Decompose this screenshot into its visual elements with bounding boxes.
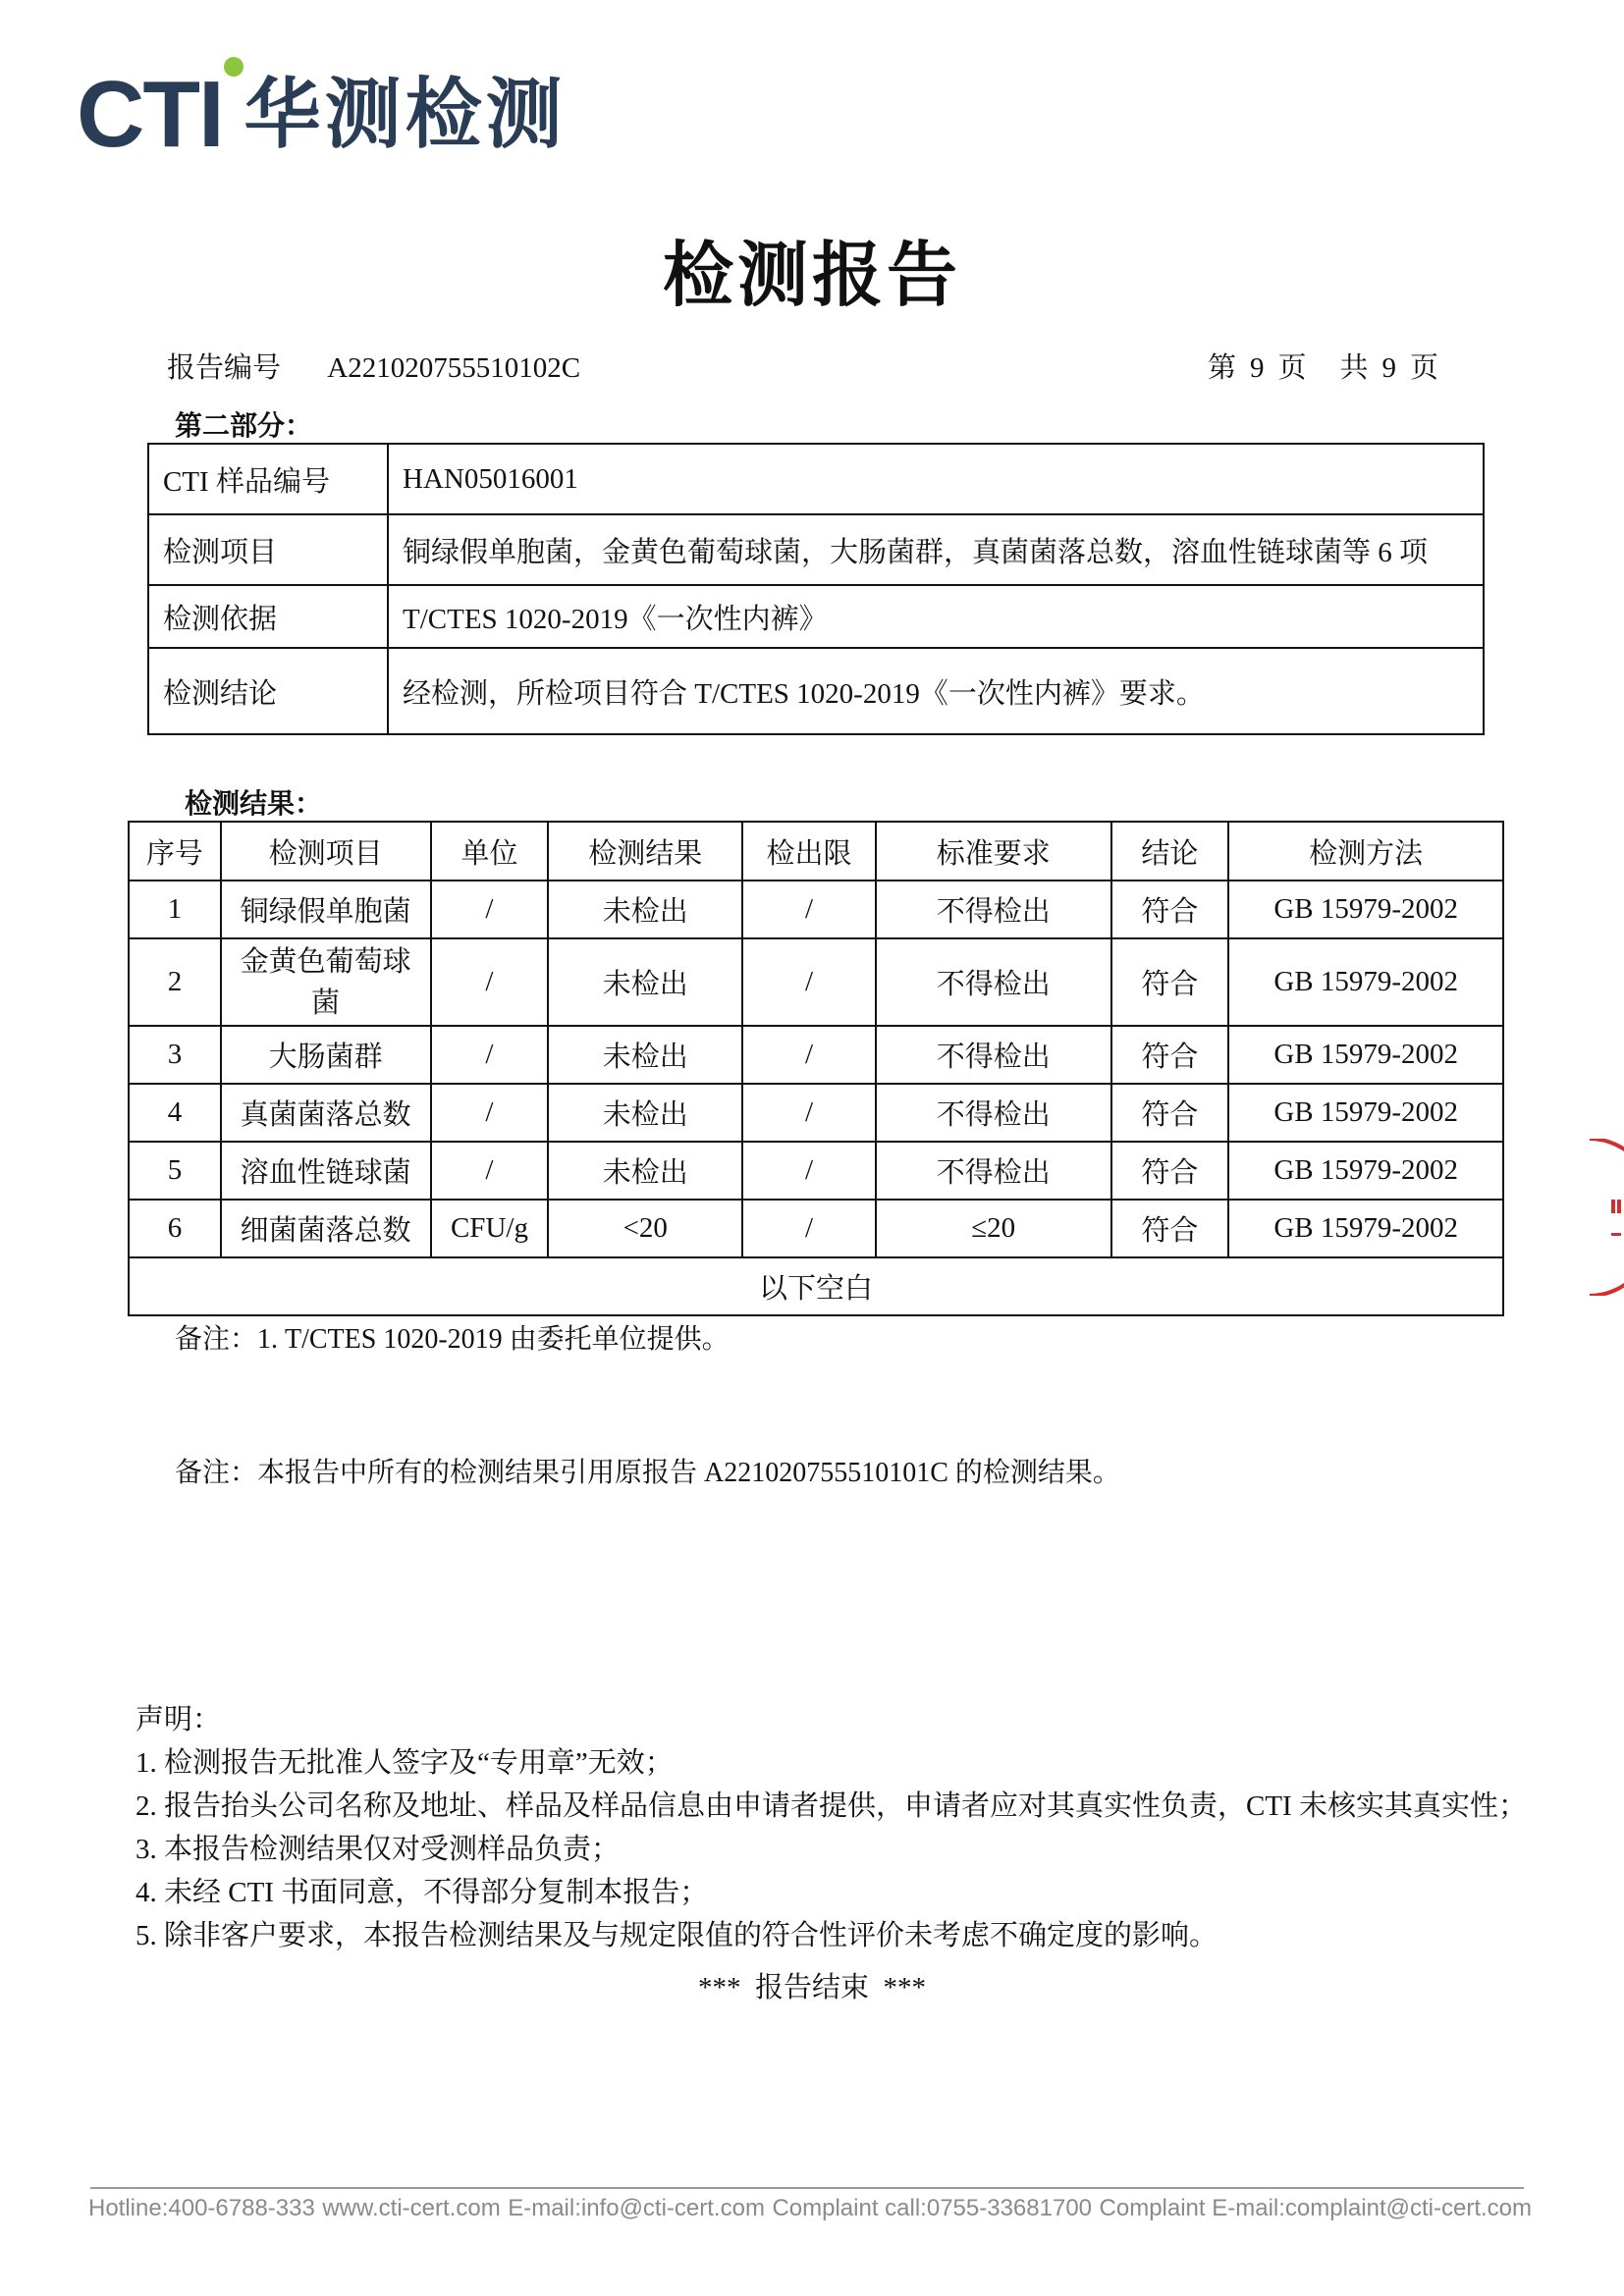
info-value: T/CTES 1020-2019《一次性内裤》 [388, 585, 1484, 648]
report-end-mark: *** 报告结束 *** [697, 1972, 926, 2003]
info-value: 铜绿假单胞菌，金黄色葡萄球菌，大肠菌群，真菌菌落总数，溶血性链球菌等 6 项 [388, 514, 1484, 585]
table-cell: 符合 [1111, 938, 1229, 1026]
page-total: 9 [1381, 352, 1397, 384]
table-cell: 溶血性链球菌 [221, 1142, 431, 1200]
table-cell: ≤20 [876, 1200, 1111, 1257]
table-cell: GB 15979-2002 [1228, 1084, 1503, 1142]
note-1: 备注：1. T/CTES 1020-2019 由委托单位提供。 [175, 1324, 730, 1355]
footer-complaint-call: Complaint call:0755-33681700 [772, 2195, 1093, 2221]
statement-item: 2. 报告抬头公司名称及地址、样品及样品信息由申请者提供，申请者应对其真实性负责，CTI 未核实其真实性； [135, 1790, 1527, 1822]
table-cell: 真菌菌落总数 [221, 1084, 431, 1142]
info-row [148, 514, 1484, 585]
table-row [129, 1142, 1503, 1200]
table-cell: 4 [129, 1084, 221, 1142]
results-header-row [129, 822, 1503, 881]
info-row [148, 585, 1484, 648]
table-cell: 符合 [1111, 881, 1229, 938]
table-cell: 不得检出 [876, 1084, 1111, 1142]
table-cell: / [431, 881, 549, 938]
table-cell: 铜绿假单胞菌 [221, 881, 431, 938]
table-cell: / [742, 1026, 876, 1084]
table-cell: 不得检出 [876, 1026, 1111, 1084]
info-row [148, 444, 1484, 514]
page-indicator [1208, 346, 1452, 386]
statement-item: 4. 未经 CTI 书面同意，不得部分复制本报告； [135, 1877, 709, 1908]
table-cell: CFU/g [431, 1200, 549, 1257]
table-cell: <20 [548, 1200, 742, 1257]
table-cell: 1 [129, 881, 221, 938]
column-header: 标准要求 [876, 822, 1111, 881]
footer-divider [90, 2187, 1524, 2189]
sample-info-table [147, 443, 1485, 735]
table-cell: 6 [129, 1200, 221, 1257]
info-key: 检测依据 [148, 585, 388, 648]
table-row [129, 938, 1503, 1026]
table-cell: 不得检出 [876, 1142, 1111, 1200]
table-cell: 符合 [1111, 1026, 1229, 1084]
statement-item: 5. 除非客户要求，本报告检测结果及与规定限值的符合性评价未考虑不确定度的影响。 [135, 1920, 1218, 1951]
footer-website: www.cti-cert.com [322, 2195, 501, 2221]
table-cell: GB 15979-2002 [1228, 881, 1503, 938]
report-number [167, 346, 580, 386]
page-unit: 页 [1277, 352, 1307, 384]
page-prefix: 第 [1208, 352, 1237, 384]
logo-latin-text: CTI [77, 62, 223, 167]
table-cell: / [742, 1200, 876, 1257]
table-cell: / [431, 938, 549, 1026]
table-cell: / [742, 1142, 876, 1200]
table-cell: 未检出 [548, 938, 742, 1026]
table-row [129, 1257, 1503, 1315]
statement-block [135, 1698, 1527, 1957]
report-number-value: A221020755510102C [327, 352, 581, 384]
results-table [128, 821, 1504, 1316]
column-header: 检测方法 [1228, 822, 1503, 881]
table-cell: / [742, 1084, 876, 1142]
company-logo [77, 61, 567, 169]
table-cell: / [431, 1084, 549, 1142]
table-cell: 未检出 [548, 1026, 742, 1084]
table-cell: GB 15979-2002 [1228, 1200, 1503, 1257]
table-cell: 不得检出 [876, 881, 1111, 938]
info-key: 检测项目 [148, 514, 388, 585]
page-current: 9 [1250, 352, 1265, 384]
table-cell: 3 [129, 1026, 221, 1084]
results-heading: 检测结果： [185, 789, 323, 820]
column-header: 检测结果 [548, 822, 742, 881]
column-header: 序号 [129, 822, 221, 881]
table-cell: GB 15979-2002 [1228, 1142, 1503, 1200]
table-cell: / [742, 938, 876, 1026]
table-cell: 符合 [1111, 1084, 1229, 1142]
table-cell: 大肠菌群 [221, 1026, 431, 1084]
footer-complaint-email: Complaint E-mail:complaint@cti-cert.com [1099, 2195, 1532, 2221]
seal-stamp-icon [1588, 1139, 1624, 1296]
column-header: 检出限 [742, 822, 876, 881]
info-row [148, 648, 1484, 734]
table-row [129, 881, 1503, 938]
info-key: 检测结论 [148, 648, 388, 734]
report-number-label: 报告编号 [167, 352, 282, 384]
part2-heading: 第二部分： [175, 411, 313, 442]
table-cell: 符合 [1111, 1200, 1229, 1257]
page-title: 检测报告 [662, 233, 961, 316]
column-header: 检测项目 [221, 822, 431, 881]
info-value: HAN05016001 [388, 444, 1484, 514]
info-key: CTI 样品编号 [148, 444, 388, 514]
info-value: 经检测，所检项目符合 T/CTES 1020-2019《一次性内裤》要求。 [388, 648, 1484, 734]
table-cell: 2 [129, 938, 221, 1026]
footer-email: E-mail:info@cti-cert.com [508, 2195, 765, 2221]
table-cell: / [742, 881, 876, 938]
table-cell: / [431, 1142, 549, 1200]
table-cell: 5 [129, 1142, 221, 1200]
table-cell: 未检出 [548, 1084, 742, 1142]
table-cell: 未检出 [548, 1142, 742, 1200]
table-cell: GB 15979-2002 [1228, 1026, 1503, 1084]
table-cell: 金黄色葡萄球 菌 [221, 938, 431, 1026]
statement-item: 3. 本报告检测结果仅对受测样品负责； [135, 1834, 621, 1865]
column-header: 结论 [1111, 822, 1229, 881]
note-2: 备注：本报告中所有的检测结果引用原报告 A221020755510101C 的检测结果。 [175, 1458, 1120, 1488]
total-unit: 页 [1410, 352, 1439, 384]
statement-item: 1. 检测报告无批准人签字及“专用章”无效； [135, 1747, 674, 1779]
statement-heading: 声明： [135, 1704, 222, 1735]
table-cell: GB 15979-2002 [1228, 938, 1503, 1026]
table-row [129, 1026, 1503, 1084]
footer [88, 2195, 1532, 2222]
total-prefix: 共 [1339, 352, 1369, 384]
table-row [129, 1084, 1503, 1142]
blank-below-note: 以下空白 [129, 1257, 1503, 1315]
table-cell: 符合 [1111, 1142, 1229, 1200]
table-row [129, 1200, 1503, 1257]
table-cell: 未检出 [548, 881, 742, 938]
logo-chinese-text: 华测检测 [244, 71, 567, 159]
footer-hotline: Hotline:400-6788-333 [88, 2195, 315, 2221]
column-header: 单位 [431, 822, 549, 881]
table-cell: / [431, 1026, 549, 1084]
table-cell: 不得检出 [876, 938, 1111, 1026]
table-cell: 细菌菌落总数 [221, 1200, 431, 1257]
